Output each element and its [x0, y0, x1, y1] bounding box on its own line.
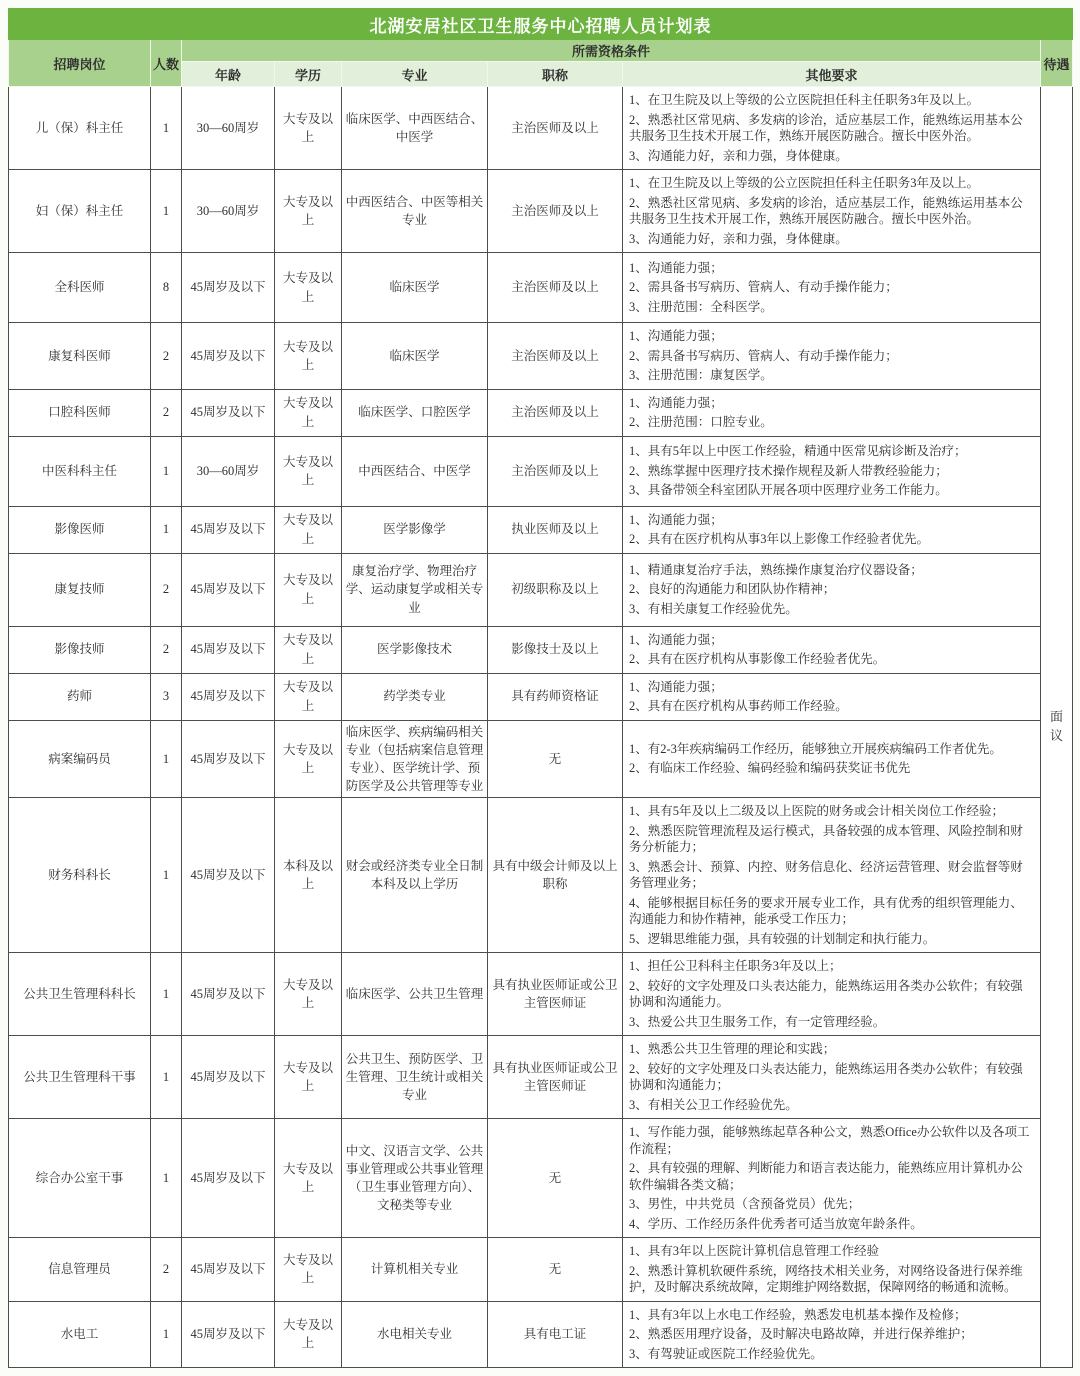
col-header-education: 学历	[275, 62, 342, 87]
requirement-item: 2、具有较强的理解、判断能力和语言表达能力，能熟练应用计算机办公软件编辑各类文稿；	[629, 1161, 1023, 1192]
table-row	[9, 673, 1073, 720]
cell-position: 康复技师	[9, 553, 151, 626]
cell-count: 1	[151, 436, 182, 506]
requirement-item: 2、注册范围：口腔专业。	[629, 415, 773, 429]
col-header-position: 招聘岗位	[9, 40, 151, 87]
requirement-item: 5、逻辑思维能力强，具有较强的计划制定和执行能力。	[629, 931, 936, 946]
cell-prof_title: 无	[488, 1119, 623, 1238]
requirement-item: 2、熟悉医用理疗设备，及时解决电路故障，并进行保养维护；	[629, 1327, 973, 1341]
cell-position: 全科医师	[9, 253, 151, 323]
col-header-title: 职称	[488, 62, 623, 87]
requirement-item: 3、有驾驶证或医院工作经验优先。	[629, 1346, 823, 1361]
table-row	[9, 389, 1073, 436]
requirement-item: 2、良好的沟通能力和团队协作精神；	[629, 582, 836, 597]
cell-age: 45周岁及以下	[182, 626, 275, 673]
cell-age: 45周岁及以下	[182, 553, 275, 626]
cell-count: 1	[151, 506, 182, 553]
requirement-item: 1、具有3年以上医院计算机信息管理工作经验	[629, 1244, 880, 1258]
cell-education: 大专及以上	[275, 87, 342, 170]
cell-age: 45周岁及以下	[182, 389, 275, 436]
cell-major: 临床医学、中西医结合、中医学	[342, 87, 488, 170]
cell-major: 计算机相关专业	[342, 1238, 488, 1302]
cell-position: 儿（保）科主任	[9, 87, 151, 170]
cell-major: 财会或经济类专业全日制本科及以上学历	[342, 798, 488, 953]
requirement-item: 1、具有5年及以上二级及以上医院的财务或会计相关岗位工作经验；	[629, 804, 1005, 818]
requirement-item: 3、沟通能力好，亲和力强，身体健康。	[629, 231, 848, 246]
cell-count: 2	[151, 626, 182, 673]
cell-count: 1	[151, 170, 182, 253]
cell-education: 大专及以上	[275, 253, 342, 323]
cell-major: 医学影像学	[342, 506, 488, 553]
cell-age: 30—60周岁	[182, 87, 275, 170]
cell-position: 口腔科医师	[9, 389, 151, 436]
cell-count: 2	[151, 1238, 182, 1302]
cell-requirements	[623, 436, 1041, 506]
cell-education: 大专及以上	[275, 170, 342, 253]
cell-education: 大专及以上	[275, 953, 342, 1036]
table-row	[9, 87, 1073, 170]
cell-prof_title: 初级职称及以上	[488, 553, 623, 626]
requirement-item: 1、在卫生院及以上等级的公立医院担任科主任职务3年及以上。	[629, 93, 980, 107]
cell-position: 影像技师	[9, 626, 151, 673]
cell-requirements	[623, 389, 1041, 436]
cell-education: 大专及以上	[275, 436, 342, 506]
cell-age: 30—60周岁	[182, 170, 275, 253]
cell-position: 水电工	[9, 1301, 151, 1368]
cell-count: 1	[151, 1301, 182, 1368]
requirement-item: 2、有临床工作经验、编码经验和编码获奖证书优先	[629, 761, 911, 776]
requirement-item: 1、具有5年以上中医工作经验，精通中医常见病诊断及治疗；	[629, 444, 967, 459]
cell-requirements	[623, 1238, 1041, 1302]
requirement-item: 4、能够根据目标任务的要求开展专业工作，具有优秀的组织管理能力、沟通能力和协作精神，能承受工作压力；	[629, 895, 1023, 926]
cell-major: 临床医学	[342, 323, 488, 390]
requirement-item: 2、需具备书写病历、管病人、有动手操作能力；	[629, 348, 898, 363]
cell-requirements	[623, 553, 1041, 626]
cell-requirements	[623, 673, 1041, 720]
table-row	[9, 953, 1073, 1036]
cell-count: 1	[151, 953, 182, 1036]
cell-prof_title: 主治医师及以上	[488, 170, 623, 253]
cell-count: 2	[151, 553, 182, 626]
cell-position: 康复科医师	[9, 323, 151, 390]
requirement-item: 1、沟通能力强；	[629, 260, 723, 275]
requirement-item: 2、熟悉计算机软硬件系统，网络技术相关业务，对网络设备进行保养维护，及时解决系统故障，定期维护网络数据，保障网络的畅通和流畅。	[629, 1263, 1023, 1294]
cell-education: 大专及以上	[275, 720, 342, 798]
requirement-item: 1、在卫生院及以上等级的公立医院担任科主任职务3年及以上。	[629, 176, 980, 190]
cell-requirements	[623, 798, 1041, 953]
cell-position: 病案编码员	[9, 720, 151, 798]
cell-prof_title: 具有药师资格证	[488, 673, 623, 720]
cell-requirements	[623, 170, 1041, 253]
cell-position: 药师	[9, 673, 151, 720]
cell-prof_title: 影像技士及以上	[488, 626, 623, 673]
cell-major: 医学影像技术	[342, 626, 488, 673]
col-header-age: 年龄	[182, 62, 275, 87]
cell-count: 8	[151, 253, 182, 323]
cell-age: 45周岁及以下	[182, 1238, 275, 1302]
cell-position: 综合办公室干事	[9, 1119, 151, 1238]
cell-age: 45周岁及以下	[182, 253, 275, 323]
cell-age: 45周岁及以下	[182, 953, 275, 1036]
cell-age: 30—60周岁	[182, 436, 275, 506]
requirement-item: 3、注册范围：康复医学。	[629, 368, 773, 382]
requirement-item: 1、熟悉公共卫生管理的理论和实践；	[629, 1042, 836, 1056]
cell-education: 大专及以上	[275, 1238, 342, 1302]
table-row	[9, 436, 1073, 506]
requirement-item: 2、熟悉社区常见病、多发病的诊治，适应基层工作，能熟练运用基本公共服务卫生技术开展工作，熟练开展医防融合。擅长中医外治。	[629, 195, 1023, 226]
cell-education: 大专及以上	[275, 323, 342, 390]
cell-requirements	[623, 626, 1041, 673]
requirement-item: 1、沟通能力强；	[629, 679, 723, 694]
title-row	[9, 9, 1073, 40]
table-body	[9, 87, 1073, 1368]
table-header	[9, 9, 1073, 87]
cell-count: 1	[151, 1119, 182, 1238]
requirement-item: 2、需具备书写病历、管病人、有动手操作能力；	[629, 280, 898, 295]
cell-education: 大专及以上	[275, 1036, 342, 1119]
requirement-item: 4、学历、工作经历条件优秀者可适当放宽年龄条件。	[629, 1216, 923, 1231]
requirement-item: 2、熟练掌握中医理疗技术操作规程及新人带教经验能力；	[629, 463, 948, 478]
page-title: 北湖安居社区卫生服务中心招聘人员计划表	[9, 9, 1073, 40]
table-row	[9, 798, 1073, 953]
cell-requirements	[623, 87, 1041, 170]
cell-prof_title: 具有执业医师证或公卫主管医师证	[488, 1036, 623, 1119]
cell-major: 药学类专业	[342, 673, 488, 720]
cell-prof_title: 具有电工证	[488, 1301, 623, 1368]
cell-position: 公共卫生管理科干事	[9, 1036, 151, 1119]
requirement-item: 1、担任公卫科科主任职务3年及以上；	[629, 959, 842, 973]
requirement-item: 3、男性，中共党员（含预备党员）优先；	[629, 1197, 861, 1211]
cell-education: 大专及以上	[275, 626, 342, 673]
cell-requirements	[623, 1301, 1041, 1368]
requirement-item: 3、沟通能力好，亲和力强，身体健康。	[629, 148, 848, 163]
cell-major: 临床医学、公共卫生管理	[342, 953, 488, 1036]
cell-prof_title: 无	[488, 1238, 623, 1302]
requirement-item: 3、有相关公卫工作经验优先。	[629, 1097, 798, 1112]
table-row	[9, 506, 1073, 553]
cell-prof_title: 具有中级会计师及以上职称	[488, 798, 623, 953]
requirement-item: 1、沟通能力强；	[629, 512, 723, 527]
cell-age: 45周岁及以下	[182, 1119, 275, 1238]
cell-position: 中医科科主任	[9, 436, 151, 506]
cell-prof_title: 无	[488, 720, 623, 798]
cell-education: 大专及以上	[275, 389, 342, 436]
cell-major: 中文、汉语言文学、公共事业管理或公共事业管理（卫生事业管理方向）、文秘类等专业	[342, 1119, 488, 1238]
cell-position: 公共卫生管理科科长	[9, 953, 151, 1036]
cell-major: 临床医学、口腔医学	[342, 389, 488, 436]
cell-prof_title: 主治医师及以上	[488, 436, 623, 506]
cell-prof_title: 具有执业医师证或公卫主管医师证	[488, 953, 623, 1036]
col-header-requirements: 其他要求	[623, 62, 1041, 87]
cell-position: 信息管理员	[9, 1238, 151, 1302]
cell-count: 1	[151, 720, 182, 798]
cell-education: 大专及以上	[275, 673, 342, 720]
requirement-item: 1、精通康复治疗手法，熟练操作康复治疗仪器设备；	[629, 562, 923, 577]
table-row	[9, 253, 1073, 323]
requirement-item: 2、具有在医疗机构从事3年以上影像工作经验者优先。	[629, 532, 930, 546]
recruitment-table	[8, 8, 1073, 1368]
cell-count: 2	[151, 389, 182, 436]
cell-count: 2	[151, 323, 182, 390]
table-row	[9, 1119, 1073, 1238]
cell-age: 45周岁及以下	[182, 323, 275, 390]
cell-education: 大专及以上	[275, 1301, 342, 1368]
table-row	[9, 626, 1073, 673]
cell-requirements	[623, 720, 1041, 798]
requirement-item: 2、熟悉医院管理流程及运行模式，具备较强的成本管理、风险控制和财务分析能力；	[629, 823, 1023, 854]
cell-prof_title: 主治医师及以上	[488, 87, 623, 170]
requirement-item: 1、有2-3年疾病编码工作经历，能够独立开展疾病编码工作者优先。	[629, 741, 1002, 756]
table-row	[9, 1036, 1073, 1119]
col-header-treatment: 待遇	[1041, 40, 1073, 87]
cell-age: 45周岁及以下	[182, 720, 275, 798]
cell-position: 妇（保）科主任	[9, 170, 151, 253]
requirement-item: 2、熟悉社区常见病、多发病的诊治，适应基层工作，能熟练运用基本公共服务卫生技术开展工作，熟练开展医防融合。擅长中医外治。	[629, 112, 1023, 143]
table-row	[9, 553, 1073, 626]
cell-count: 1	[151, 798, 182, 953]
cell-major: 公共卫生、预防医学、卫生管理、卫生统计或相关专业	[342, 1036, 488, 1119]
requirement-item: 1、沟通能力强；	[629, 329, 723, 343]
cell-education: 大专及以上	[275, 553, 342, 626]
cell-requirements	[623, 506, 1041, 553]
cell-requirements	[623, 953, 1041, 1036]
cell-position: 影像医师	[9, 506, 151, 553]
cell-requirements	[623, 1036, 1041, 1119]
table-row	[9, 1301, 1073, 1368]
cell-education: 大专及以上	[275, 506, 342, 553]
col-header-count: 人数	[151, 40, 182, 87]
cell-education: 本科及以上	[275, 798, 342, 953]
cell-major: 中西医结合、中医学	[342, 436, 488, 506]
cell-prof_title: 主治医师及以上	[488, 323, 623, 390]
requirement-item: 2、较好的文字处理及口头表达能力，能熟练运用各类办公软件；有较强协调和沟通能力；	[629, 1061, 1023, 1092]
table-row	[9, 720, 1073, 798]
requirement-item: 2、具有在医疗机构从事药师工作经验。	[629, 699, 848, 713]
table-row	[9, 170, 1073, 253]
cell-age: 45周岁及以下	[182, 673, 275, 720]
cell-major: 临床医学、疾病编码相关专业（包括病案信息管理专业）、医学统计学、预防医学及公共管理等专业	[342, 720, 488, 798]
requirement-item: 3、有相关康复工作经验优先。	[629, 601, 798, 616]
requirement-item: 1、具有3年以上水电工作经验，熟悉发电机基本操作及检修；	[629, 1307, 967, 1322]
cell-prof_title: 主治医师及以上	[488, 389, 623, 436]
header-row-1	[9, 40, 1073, 62]
requirement-item: 1、写作能力强，能够熟练起草各种公文，熟悉Office办公软件以及各项工作流程；	[629, 1125, 1030, 1156]
cell-major: 中西医结合、中医等相关专业	[342, 170, 488, 253]
col-header-qualifications: 所需资格条件	[182, 40, 1041, 62]
cell-prof_title: 执业医师及以上	[488, 506, 623, 553]
cell-age: 45周岁及以下	[182, 506, 275, 553]
requirement-item: 2、较好的文字处理及口头表达能力，能熟练运用各类办公软件；有较强协调和沟通能力。	[629, 978, 1023, 1009]
cell-major: 水电相关专业	[342, 1301, 488, 1368]
cell-count: 1	[151, 1036, 182, 1119]
requirement-item: 2、具有在医疗机构从事影像工作经验者优先。	[629, 652, 886, 666]
cell-requirements	[623, 253, 1041, 323]
requirement-item: 3、熟悉会计、预算、内控、财务信息化、经济运营管理、财会监督等财务管理业务；	[629, 859, 1023, 890]
cell-age: 45周岁及以下	[182, 1301, 275, 1368]
requirement-item: 1、沟通能力强；	[629, 632, 723, 647]
cell-position: 财务科科长	[9, 798, 151, 953]
cell-requirements	[623, 1119, 1041, 1238]
cell-count: 3	[151, 673, 182, 720]
requirement-item: 3、注册范围：全科医学。	[629, 299, 773, 314]
requirement-item: 1、沟通能力强；	[629, 395, 723, 410]
requirement-item: 3、热爱公共卫生服务工作，有一定管理经验。	[629, 1014, 886, 1029]
requirement-item: 3、具备带领全科室团队开展各项中医理疗业务工作能力。	[629, 483, 948, 498]
cell-major: 临床医学	[342, 253, 488, 323]
cell-education: 大专及以上	[275, 1119, 342, 1238]
cell-major: 康复治疗学、物理治疗学、运动康复学或相关专业	[342, 553, 488, 626]
cell-age: 45周岁及以下	[182, 1036, 275, 1119]
cell-treatment: 面议	[1041, 87, 1073, 1368]
table-row	[9, 323, 1073, 390]
cell-count: 1	[151, 87, 182, 170]
table-row	[9, 1238, 1073, 1302]
cell-prof_title: 主治医师及以上	[488, 253, 623, 323]
col-header-major: 专业	[342, 62, 488, 87]
cell-requirements	[623, 323, 1041, 390]
cell-age: 45周岁及以下	[182, 798, 275, 953]
